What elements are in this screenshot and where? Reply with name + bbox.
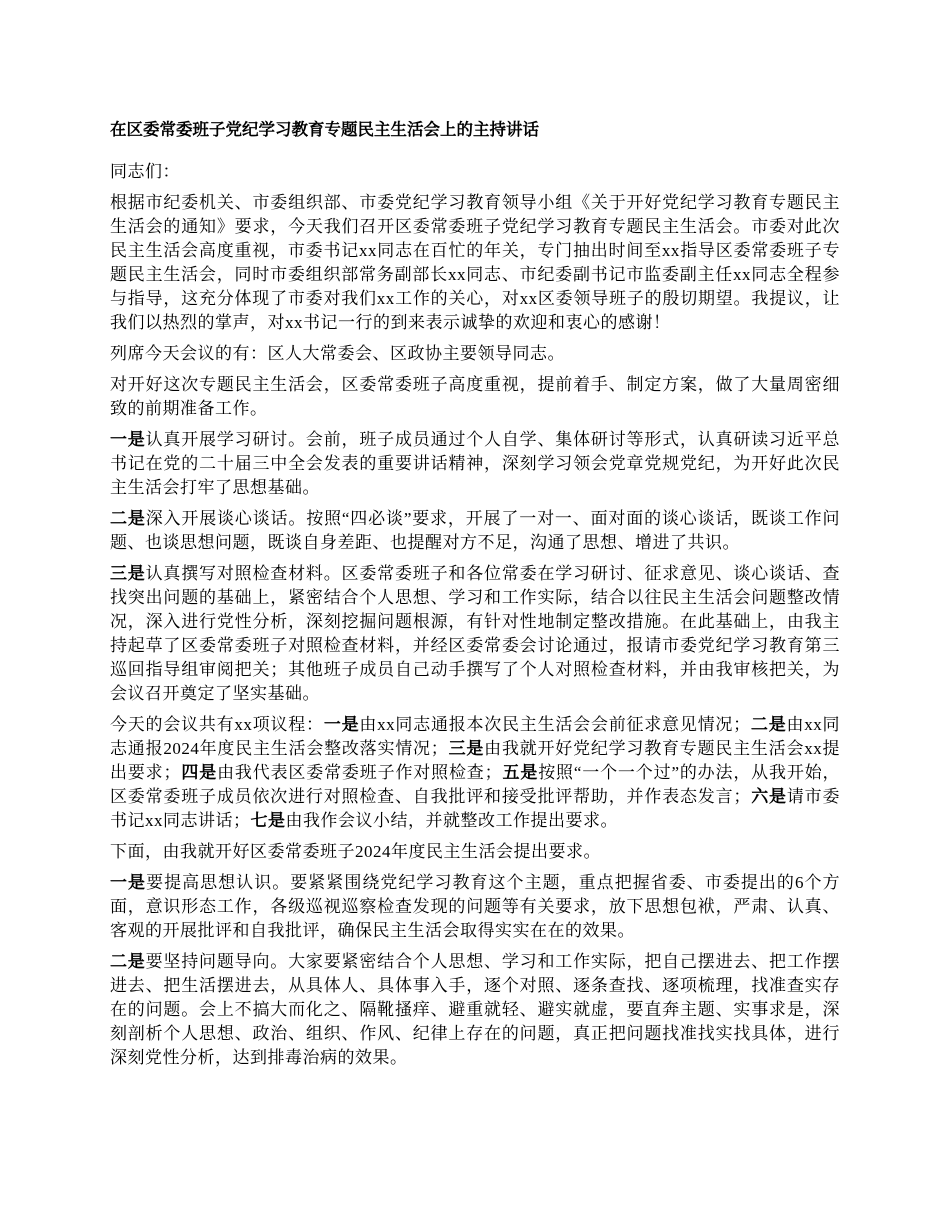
bold-text-run: 四是 [181,763,218,782]
paragraph [110,160,840,184]
text-run: 认真开展学习研讨。会前，班子成员通过个人自学、集体研讨等形式，认真研读习近平总书记在党的二十届三中全会发表的重要讲话精神，深刻学习领会党章党规党纪，为开好此次民主生活会打牢了思想基础。 [110,430,840,497]
paragraph [110,342,840,366]
text-run: 由我代表区委常委班子作对照检查； [217,763,503,782]
text-run: 由xx同志通报本次民主生活会会前征求意见情况； [359,715,751,734]
bold-text-run: 六是 [750,787,787,806]
text-run: 今天的会议共有xx项议程： [110,715,324,734]
text-run: 认真撰写对照检查材料。区委常委班子和各位常委在学习研讨、征求意见、谈心谈话、查找突出问题的基础上，紧密结合个人思想、学习和工作实际，结合以往民主生活会问题整改情况，深入进行党性分析，深刻挖掘问题根源，有针对性地制定整改措施。在此基础上，由我主持起草了区委常委班子对照检查材料，并经区委常委会讨论通过，报请市委党纪学习教育第三巡回指导组审阅把关；其他班子成员自己动手撰写了个人对照检查材料，并由我审核把关，为会议召开奠定了坚实基础。 [110,564,840,703]
paragraph [110,713,840,833]
paragraph [110,950,840,1070]
text-run: 要坚持问题导向。大家要紧密结合个人思想、学习和工作实际，把自己摆进去、把工作摆进去、把生活摆进去，从具体人、具体事入手，逐个对照、逐条查找、逐项梳理，找准查实存在的问题。会上不搞大而化之、隔靴搔痒、避重就轻、避实就虚，要直奔主题、实事求是，深刻剖析个人思想、政治、组织、作风、纪律上存在的问题，真正把问题找准找实找具体，进行深刻党性分析，达到排毒治病的效果。 [110,952,840,1067]
text-run: 要提高思想认识。要紧紧围绕党纪学习教育这个主题，重点把握省委、市委提出的6个方面，意识形态工作，各级巡视巡察检查发现的问题等有关要求，放下思想包袱，严肃、认真、客观的开展批评和自我批评，确保民主生活会取得实实在在的效果。 [110,873,841,940]
bold-text-run: 五是 [502,763,539,782]
bold-text-run: 一是 [110,430,146,449]
bold-text-run: 七是 [250,811,286,830]
text-run: 深入开展谈心谈话。按照“四必谈”要求，开展了一对一、面对面的谈心谈话，既谈工作问题、也谈思想问题，既谈自身差距、也提醒对方不足，沟通了思想、增进了共识。 [110,509,841,552]
text-run: 根据市纪委机关、市委组织部、市委党纪学习教育领导小组《关于开好党纪学习教育专题民主生活会的通知》要求，今天我们召开区委常委班子党纪学习教育专题民主生活会。市委对此次民主生活会高度重视，市委书记xx同志在百忙的年关，专门抽出时间至xx指导区委常委班子专题民主生活会，同时市委组织部常务副部长xx同志、市纪委副书记市监委副主任xx同志全程参与指导，这充分体现了市委对我们xx工作的关心，对xx区委领导班子的殷切期望。我提议，让我们以热烈的掌声，对xx书记一行的到来表示诚挚的欢迎和衷心的感谢！ [110,193,840,332]
text-run: 请市委书记xx同志讲话； [110,787,840,830]
text-run: 列席今天会议的有：区人大常委会、区政协主要领导同志。 [110,344,565,363]
paragraph [110,428,840,500]
bold-text-run: 二是 [750,715,787,734]
bold-text-run: 三是 [448,739,485,758]
paragraph [110,840,840,864]
document-body [110,160,840,1070]
text-run: 由我就开好党纪学习教育专题民主生活会xx提出要求； [110,739,841,782]
text-run: 下面，由我就开好区委常委班子2024年度民主生活会提出要求。 [110,842,601,861]
bold-text-run: 三是 [110,564,146,583]
text-run: 按照“一个一个过”的办法，从我开始，区委常委班子成员依次进行对照检查、自我批评和接受批评帮助，并作表态发言； [110,763,841,806]
text-run: 对开好这次专题民主生活会，区委常委班子高度重视，提前着手、制定方案，做了大量周密细致的前期准备工作。 [110,375,840,418]
paragraph [110,191,840,335]
document-title: 在区委常委班子党纪学习教育专题民主生活会上的主持讲话 [110,120,539,139]
paragraph [110,871,840,943]
bold-text-run: 二是 [110,952,146,971]
bold-text-run: 一是 [323,715,360,734]
paragraph [110,562,840,706]
paragraph [110,373,840,421]
bold-text-run: 二是 [110,509,146,528]
paragraph [110,507,840,555]
text-run: 同志们： [110,162,180,181]
text-run: 由xx同志通报2024年度民主生活会整改落实情况； [110,715,841,758]
bold-text-run: 一是 [110,873,147,892]
text-run: 由我作会议小结，并就整改工作提出要求。 [285,811,618,830]
